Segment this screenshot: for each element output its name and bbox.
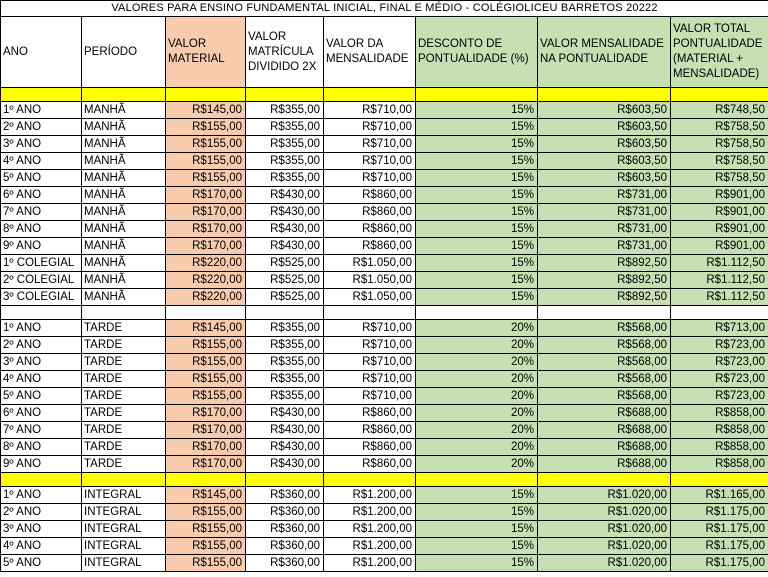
cell-total: R$748,50 — [671, 102, 768, 119]
cell-mensalidade-pontualidade: R$568,00 — [538, 337, 671, 354]
header-material: VALOR MATERIAL — [166, 17, 246, 88]
table-row — [1, 102, 768, 119]
table-row — [1, 289, 768, 306]
separator-cell — [538, 306, 671, 320]
cell-periodo: MANHÃ — [82, 289, 166, 306]
cell-mensalidade: R$1.050,00 — [324, 289, 416, 306]
cell-material: R$220,00 — [166, 289, 246, 306]
cell-material: R$170,00 — [166, 439, 246, 456]
cell-ano: 2º ANO — [1, 504, 82, 521]
cell-total: R$858,00 — [671, 439, 768, 456]
cell-ano: 3º ANO — [1, 354, 82, 371]
cell-mensalidade-pontualidade: R$688,00 — [538, 439, 671, 456]
header-mensalidade-pontualidade: VALOR MENSALIDADE NA PONTUALIDADE — [538, 17, 671, 88]
cell-periodo: MANHÃ — [82, 136, 166, 153]
cell-total: R$1.175,00 — [671, 538, 768, 555]
cell-ano: 7º ANO — [1, 204, 82, 221]
cell-periodo: TARDE — [82, 371, 166, 388]
cell-material: R$170,00 — [166, 238, 246, 255]
cell-total: R$901,00 — [671, 238, 768, 255]
separator-cell — [671, 88, 768, 102]
cell-mensalidade-pontualidade: R$603,50 — [538, 102, 671, 119]
cell-total: R$901,00 — [671, 204, 768, 221]
table-title: VALORES PARA ENSINO FUNDAMENTAL INICIAL, FINAL E MÉDIO - COLÉGIOLICEU BARRETOS 20222 — [1, 1, 768, 17]
cell-desconto: 15% — [416, 204, 538, 221]
cell-mensalidade: R$710,00 — [324, 337, 416, 354]
cell-matricula: R$430,00 — [246, 405, 324, 422]
cell-material: R$170,00 — [166, 204, 246, 221]
cell-matricula: R$360,00 — [246, 538, 324, 555]
table-row — [1, 354, 768, 371]
separator-cell — [246, 473, 324, 487]
cell-periodo: MANHÃ — [82, 238, 166, 255]
cell-periodo: MANHÃ — [82, 170, 166, 187]
cell-ano: 6º ANO — [1, 405, 82, 422]
cell-ano: 2º ANO — [1, 337, 82, 354]
cell-mensalidade: R$1.200,00 — [324, 504, 416, 521]
cell-desconto: 15% — [416, 102, 538, 119]
cell-total: R$1.175,00 — [671, 521, 768, 538]
cell-ano: 5º ANO — [1, 555, 82, 572]
table-row — [1, 221, 768, 238]
cell-matricula: R$525,00 — [246, 255, 324, 272]
cell-desconto: 15% — [416, 521, 538, 538]
cell-total: R$758,50 — [671, 119, 768, 136]
separator-cell — [1, 306, 82, 320]
cell-periodo: MANHÃ — [82, 272, 166, 289]
header-mensalidade: VALOR DA MENSALIDADE — [324, 17, 416, 88]
cell-desconto: 20% — [416, 422, 538, 439]
header-matricula: VALOR MATRÍCULA DIVIDIDO 2X — [246, 17, 324, 88]
separator-cell — [324, 473, 416, 487]
header-ano: ANO — [1, 17, 82, 88]
cell-ano: 3º ANO — [1, 521, 82, 538]
cell-material: R$155,00 — [166, 153, 246, 170]
table-row — [1, 371, 768, 388]
cell-mensalidade: R$1.200,00 — [324, 555, 416, 572]
cell-mensalidade-pontualidade: R$731,00 — [538, 204, 671, 221]
cell-desconto: 15% — [416, 555, 538, 572]
cell-mensalidade-pontualidade: R$688,00 — [538, 422, 671, 439]
cell-mensalidade: R$860,00 — [324, 221, 416, 238]
cell-matricula: R$355,00 — [246, 170, 324, 187]
cell-desconto: 20% — [416, 439, 538, 456]
cell-desconto: 20% — [416, 354, 538, 371]
cell-periodo: TARDE — [82, 354, 166, 371]
cell-desconto: 15% — [416, 153, 538, 170]
cell-desconto: 20% — [416, 388, 538, 405]
cell-desconto: 15% — [416, 289, 538, 306]
cell-total: R$723,00 — [671, 337, 768, 354]
table-row — [1, 153, 768, 170]
cell-material: R$155,00 — [166, 538, 246, 555]
cell-periodo: MANHÃ — [82, 187, 166, 204]
cell-mensalidade-pontualidade: R$568,00 — [538, 354, 671, 371]
cell-periodo: TARDE — [82, 422, 166, 439]
cell-matricula: R$430,00 — [246, 187, 324, 204]
table-row — [1, 538, 768, 555]
cell-ano: 5º ANO — [1, 170, 82, 187]
cell-material: R$170,00 — [166, 221, 246, 238]
cell-desconto: 15% — [416, 238, 538, 255]
cell-mensalidade: R$710,00 — [324, 102, 416, 119]
cell-periodo: MANHÃ — [82, 153, 166, 170]
cell-periodo: TARDE — [82, 388, 166, 405]
cell-mensalidade: R$710,00 — [324, 371, 416, 388]
separator-cell — [538, 88, 671, 102]
separator-cell — [1, 473, 82, 487]
cell-mensalidade: R$1.200,00 — [324, 521, 416, 538]
separator-cell — [671, 473, 768, 487]
cell-periodo: INTEGRAL — [82, 487, 166, 504]
cell-desconto: 20% — [416, 405, 538, 422]
cell-total: R$858,00 — [671, 422, 768, 439]
cell-mensalidade: R$860,00 — [324, 405, 416, 422]
cell-mensalidade: R$1.050,00 — [324, 255, 416, 272]
cell-ano: 5º ANO — [1, 388, 82, 405]
blank-separator-row — [1, 306, 768, 320]
cell-total: R$858,00 — [671, 456, 768, 473]
cell-matricula: R$430,00 — [246, 422, 324, 439]
table-row — [1, 204, 768, 221]
cell-desconto: 15% — [416, 538, 538, 555]
table-row — [1, 119, 768, 136]
cell-desconto: 20% — [416, 337, 538, 354]
cell-mensalidade-pontualidade: R$1.020,00 — [538, 521, 671, 538]
table-row — [1, 521, 768, 538]
cell-periodo: INTEGRAL — [82, 504, 166, 521]
cell-total: R$1.175,00 — [671, 555, 768, 572]
cell-matricula: R$360,00 — [246, 521, 324, 538]
cell-material: R$145,00 — [166, 487, 246, 504]
cell-matricula: R$355,00 — [246, 371, 324, 388]
cell-material: R$170,00 — [166, 422, 246, 439]
cell-mensalidade: R$860,00 — [324, 204, 416, 221]
cell-material: R$155,00 — [166, 521, 246, 538]
cell-matricula: R$430,00 — [246, 204, 324, 221]
separator-cell — [246, 88, 324, 102]
cell-ano: 1º ANO — [1, 487, 82, 504]
cell-mensalidade: R$710,00 — [324, 320, 416, 337]
table-row — [1, 456, 768, 473]
cell-mensalidade-pontualidade: R$688,00 — [538, 456, 671, 473]
cell-matricula: R$430,00 — [246, 439, 324, 456]
table-row — [1, 320, 768, 337]
cell-mensalidade: R$710,00 — [324, 354, 416, 371]
cell-mensalidade-pontualidade: R$731,00 — [538, 221, 671, 238]
cell-material: R$155,00 — [166, 504, 246, 521]
cell-mensalidade-pontualidade: R$892,50 — [538, 272, 671, 289]
cell-matricula: R$355,00 — [246, 102, 324, 119]
cell-mensalidade-pontualidade: R$1.020,00 — [538, 487, 671, 504]
cell-mensalidade-pontualidade: R$568,00 — [538, 371, 671, 388]
cell-mensalidade-pontualidade: R$603,50 — [538, 153, 671, 170]
cell-total: R$758,50 — [671, 153, 768, 170]
cell-mensalidade-pontualidade: R$568,00 — [538, 320, 671, 337]
cell-mensalidade-pontualidade: R$731,00 — [538, 187, 671, 204]
cell-desconto: 15% — [416, 272, 538, 289]
separator-cell — [166, 88, 246, 102]
table-row — [1, 405, 768, 422]
cell-mensalidade: R$1.200,00 — [324, 487, 416, 504]
separator-cell — [416, 88, 538, 102]
cell-mensalidade: R$860,00 — [324, 422, 416, 439]
cell-mensalidade-pontualidade: R$603,50 — [538, 136, 671, 153]
cell-ano: 7º ANO — [1, 422, 82, 439]
cell-periodo: TARDE — [82, 405, 166, 422]
cell-ano: 2º ANO — [1, 119, 82, 136]
separator-cell — [324, 88, 416, 102]
yellow-separator-row — [1, 88, 768, 102]
cell-periodo: TARDE — [82, 456, 166, 473]
cell-ano: 1º COLEGIAL — [1, 255, 82, 272]
cell-periodo: TARDE — [82, 337, 166, 354]
table-row — [1, 487, 768, 504]
table-row — [1, 555, 768, 572]
cell-periodo: INTEGRAL — [82, 521, 166, 538]
cell-ano: 3º COLEGIAL — [1, 289, 82, 306]
table-row — [1, 337, 768, 354]
cell-material: R$155,00 — [166, 170, 246, 187]
table-row — [1, 187, 768, 204]
cell-total: R$858,00 — [671, 405, 768, 422]
cell-periodo: MANHÃ — [82, 204, 166, 221]
cell-ano: 3º ANO — [1, 136, 82, 153]
cell-total: R$1.112,50 — [671, 272, 768, 289]
cell-desconto: 20% — [416, 456, 538, 473]
cell-mensalidade: R$860,00 — [324, 238, 416, 255]
header-periodo: PERÍODO — [82, 17, 166, 88]
cell-desconto: 15% — [416, 487, 538, 504]
cell-matricula: R$355,00 — [246, 354, 324, 371]
cell-total: R$1.112,50 — [671, 289, 768, 306]
cell-ano: 9º ANO — [1, 238, 82, 255]
cell-mensalidade: R$710,00 — [324, 170, 416, 187]
cell-periodo: MANHÃ — [82, 255, 166, 272]
cell-ano: 9º ANO — [1, 456, 82, 473]
cell-periodo: INTEGRAL — [82, 538, 166, 555]
cell-material: R$155,00 — [166, 337, 246, 354]
cell-desconto: 15% — [416, 187, 538, 204]
cell-mensalidade-pontualidade: R$892,50 — [538, 289, 671, 306]
cell-mensalidade: R$710,00 — [324, 136, 416, 153]
cell-material: R$155,00 — [166, 136, 246, 153]
cell-mensalidade-pontualidade: R$603,50 — [538, 119, 671, 136]
cell-matricula: R$525,00 — [246, 289, 324, 306]
cell-ano: 4º ANO — [1, 371, 82, 388]
cell-desconto: 15% — [416, 136, 538, 153]
cell-mensalidade: R$1.050,00 — [324, 272, 416, 289]
cell-material: R$170,00 — [166, 456, 246, 473]
cell-mensalidade: R$710,00 — [324, 153, 416, 170]
header-row — [1, 17, 768, 88]
cell-total: R$723,00 — [671, 388, 768, 405]
separator-cell — [324, 306, 416, 320]
cell-ano: 2º COLEGIAL — [1, 272, 82, 289]
cell-material: R$145,00 — [166, 102, 246, 119]
cell-mensalidade-pontualidade: R$603,50 — [538, 170, 671, 187]
cell-material: R$155,00 — [166, 555, 246, 572]
cell-periodo: MANHÃ — [82, 119, 166, 136]
table-row — [1, 439, 768, 456]
cell-matricula: R$430,00 — [246, 456, 324, 473]
cell-desconto: 15% — [416, 119, 538, 136]
separator-cell — [82, 88, 166, 102]
cell-matricula: R$355,00 — [246, 153, 324, 170]
cell-total: R$758,50 — [671, 170, 768, 187]
table-row — [1, 388, 768, 405]
cell-desconto: 15% — [416, 504, 538, 521]
table-body — [1, 1, 768, 572]
cell-material: R$155,00 — [166, 371, 246, 388]
header-desconto: DESCONTO DE PONTUALIDADE (%) — [416, 17, 538, 88]
cell-total: R$713,00 — [671, 320, 768, 337]
cell-total: R$758,50 — [671, 136, 768, 153]
cell-material: R$170,00 — [166, 187, 246, 204]
separator-cell — [671, 306, 768, 320]
table-row — [1, 136, 768, 153]
cell-mensalidade-pontualidade: R$1.020,00 — [538, 555, 671, 572]
table-row — [1, 422, 768, 439]
separator-cell — [166, 473, 246, 487]
cell-ano: 1º ANO — [1, 102, 82, 119]
cell-mensalidade-pontualidade: R$1.020,00 — [538, 538, 671, 555]
cell-total: R$1.175,00 — [671, 504, 768, 521]
cell-desconto: 15% — [416, 255, 538, 272]
separator-cell — [416, 473, 538, 487]
cell-periodo: TARDE — [82, 439, 166, 456]
cell-desconto: 20% — [416, 320, 538, 337]
cell-matricula: R$360,00 — [246, 504, 324, 521]
cell-periodo: TARDE — [82, 320, 166, 337]
cell-matricula: R$355,00 — [246, 136, 324, 153]
cell-material: R$155,00 — [166, 119, 246, 136]
cell-mensalidade: R$710,00 — [324, 388, 416, 405]
table-row — [1, 255, 768, 272]
cell-desconto: 15% — [416, 221, 538, 238]
cell-matricula: R$355,00 — [246, 337, 324, 354]
cell-total: R$1.165,00 — [671, 487, 768, 504]
cell-ano: 6º ANO — [1, 187, 82, 204]
cell-mensalidade: R$710,00 — [324, 119, 416, 136]
cell-desconto: 15% — [416, 170, 538, 187]
table-row — [1, 170, 768, 187]
cell-matricula: R$355,00 — [246, 320, 324, 337]
cell-mensalidade-pontualidade: R$688,00 — [538, 405, 671, 422]
cell-ano: 8º ANO — [1, 221, 82, 238]
cell-mensalidade-pontualidade: R$568,00 — [538, 388, 671, 405]
cell-desconto: 20% — [416, 371, 538, 388]
cell-periodo: INTEGRAL — [82, 555, 166, 572]
cell-material: R$155,00 — [166, 388, 246, 405]
cell-matricula: R$355,00 — [246, 119, 324, 136]
cell-matricula: R$360,00 — [246, 487, 324, 504]
cell-periodo: MANHÃ — [82, 221, 166, 238]
cell-ano: 1º ANO — [1, 320, 82, 337]
table-row — [1, 238, 768, 255]
cell-material: R$170,00 — [166, 405, 246, 422]
cell-ano: 4º ANO — [1, 153, 82, 170]
cell-periodo: MANHÃ — [82, 102, 166, 119]
separator-cell — [82, 473, 166, 487]
cell-total: R$723,00 — [671, 371, 768, 388]
cell-total: R$1.112,50 — [671, 255, 768, 272]
cell-material: R$145,00 — [166, 320, 246, 337]
cell-mensalidade: R$1.200,00 — [324, 538, 416, 555]
cell-mensalidade-pontualidade: R$892,50 — [538, 255, 671, 272]
separator-cell — [416, 306, 538, 320]
separator-cell — [538, 473, 671, 487]
header-total: VALOR TOTAL PONTUALIDADE (MATERIAL + MENSALIDADE) — [671, 17, 768, 88]
cell-matricula: R$430,00 — [246, 238, 324, 255]
cell-mensalidade-pontualidade: R$731,00 — [538, 238, 671, 255]
cell-material: R$220,00 — [166, 272, 246, 289]
cell-material: R$155,00 — [166, 354, 246, 371]
cell-total: R$901,00 — [671, 221, 768, 238]
cell-mensalidade: R$860,00 — [324, 456, 416, 473]
yellow-separator-row — [1, 473, 768, 487]
cell-mensalidade-pontualidade: R$1.020,00 — [538, 504, 671, 521]
cell-mensalidade: R$860,00 — [324, 187, 416, 204]
separator-cell — [166, 306, 246, 320]
separator-cell — [246, 306, 324, 320]
table-row — [1, 272, 768, 289]
cell-matricula: R$430,00 — [246, 221, 324, 238]
cell-mensalidade: R$860,00 — [324, 439, 416, 456]
cell-ano: 4º ANO — [1, 538, 82, 555]
title-row — [1, 1, 768, 17]
cell-matricula: R$360,00 — [246, 555, 324, 572]
cell-material: R$220,00 — [166, 255, 246, 272]
cell-matricula: R$525,00 — [246, 272, 324, 289]
separator-cell — [82, 306, 166, 320]
separator-cell — [1, 88, 82, 102]
cell-matricula: R$355,00 — [246, 388, 324, 405]
cell-ano: 8º ANO — [1, 439, 82, 456]
cell-total: R$901,00 — [671, 187, 768, 204]
table-row — [1, 504, 768, 521]
cell-total: R$723,00 — [671, 354, 768, 371]
